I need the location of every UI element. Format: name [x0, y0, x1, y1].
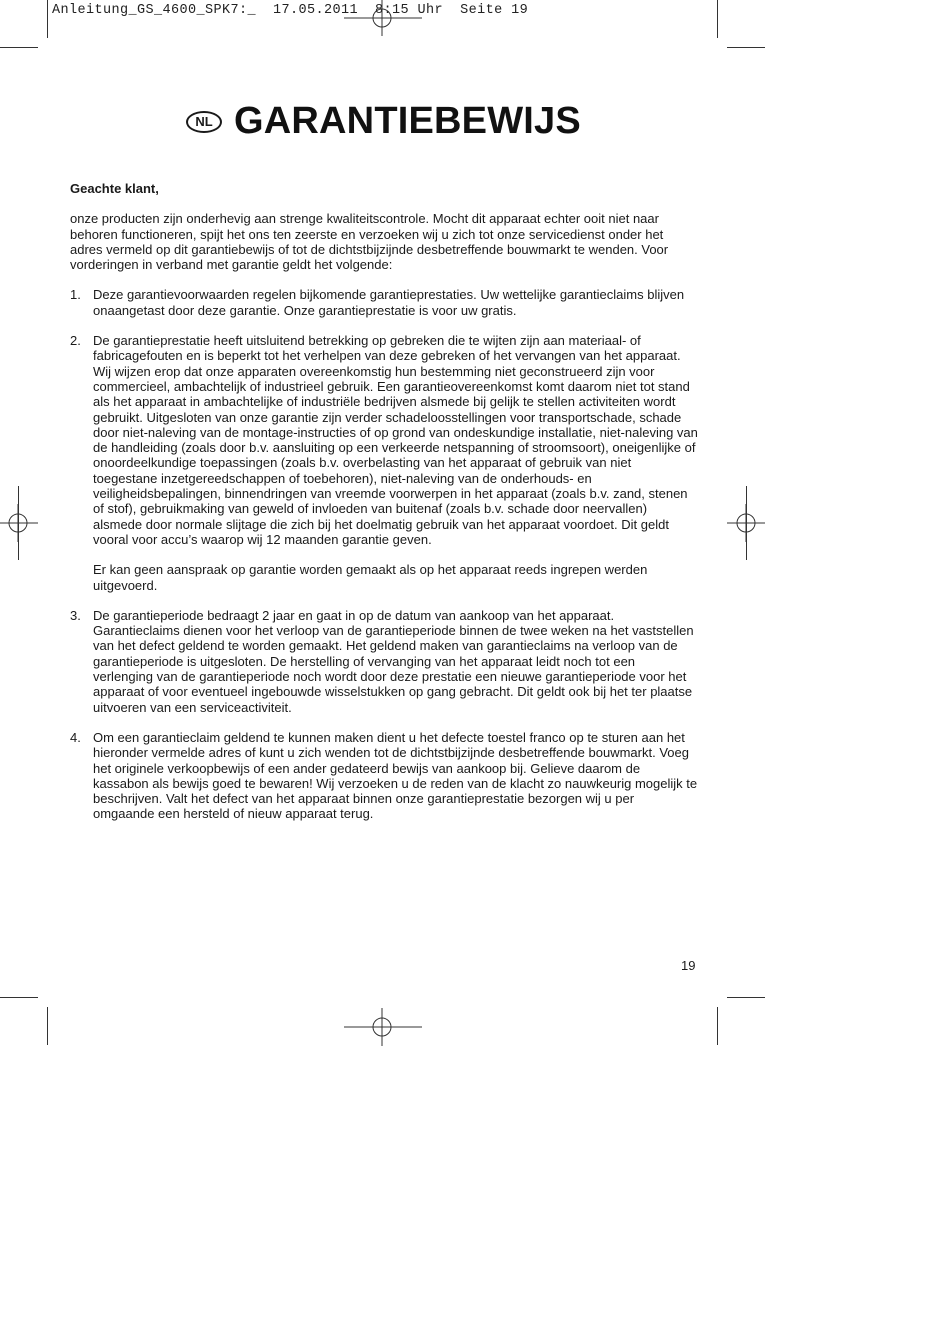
- crop-mark: [47, 0, 48, 38]
- list-item: [70, 287, 698, 318]
- print-slug: Anleitung_GS_4600_SPK7:_ 17.05.2011 8:15 Uhr Seite 19: [52, 3, 529, 18]
- list-item-body: [93, 730, 698, 822]
- crop-mark: [47, 1007, 48, 1045]
- list-item-number: 2.: [70, 333, 81, 349]
- crop-mark: [727, 47, 765, 48]
- list-item: [70, 730, 698, 822]
- page-number: 19: [681, 958, 696, 973]
- list-item-number: 4.: [70, 729, 81, 745]
- list-item-number: 3.: [70, 607, 81, 623]
- document-body: [70, 181, 698, 837]
- intro-paragraph: onze producten zijn onderhevig aan strenge kwaliteitscontrole. Mocht dit apparaat echter ooit niet naar behoren functioneren, spijt het ons ten zeerste en verzoeken wij u zich tot onze servicedienst onder het adres vermeld op dit garantiebewijs of tot de dichtstbijzijnde desbetreffende bouwmarkt te wenden. Voor vorderingen in verband met garantie geldt het volgende:: [70, 211, 669, 273]
- registration-mark-icon: [0, 504, 38, 542]
- page-title: GARANTIEBEWIJS: [234, 100, 581, 142]
- list-item: [70, 333, 698, 593]
- crop-mark: [727, 997, 765, 998]
- registration-mark-icon: [727, 504, 765, 542]
- title-row: [186, 100, 581, 143]
- list-item-body: [93, 333, 698, 593]
- list-item-body: [93, 608, 698, 715]
- registration-mark-icon: [344, 0, 422, 36]
- list-item-body: [93, 287, 698, 318]
- list-item: [70, 608, 698, 715]
- crop-mark: [717, 0, 718, 38]
- registration-mark-icon: [344, 1008, 422, 1046]
- list-item-paragraph: Er kan geen aanspraak op garantie worden gemaakt als op het apparaat reeds ingrepen werden uitgevoerd.: [93, 562, 648, 593]
- crop-mark: [0, 47, 38, 48]
- list-item-paragraph: De garantieprestatie heeft uitsluitend betrekking op gebreken die te wijten zijn aan materiaal- of fabricagefouten en is beperkt tot het verhelpen van deze gebreken of het vervangen van het apparaat. Wij wijzen erop dat onze apparaten overeenkomstig hun bestemming niet geconstrueerd zijn voor commercieel, ambachtelijk of industrieel gebruik. Een garantieovereenkomst komt daarom niet tot stand als het apparaat in ambachtelijke of industriële bedrijven alsmede bij gelijk te stellen activiteiten wordt gebruikt. Uitgesloten van onze garantie zijn verder schadeloosstellingen voor transportschade, schade door niet-naleving van de montage-instructies of op grond van ondeskundige installatie, niet-naleving van de handleiding (zoals door b.v. aansluiting op een verkeerde netspanning of stroomsoort), oneigenlijke of onoordeelkundige toepassingen (zoals b.v. overbelasting van het apparaat of gebruik van niet toegestane inzetgereedschappen of toebehoren), niet-naleving van de onderhouds- en veiligheidsbepalingen, binnendringen van vreemde voorwerpen in het apparaat (zoals b.v. zand, stenen of stof), gebruikmaking van geweld of invloeden van buitenaf (zoals b.v. schade door neervallen) alsmede door normale slijtage die zich bij het doelmatig gebruik van het apparaat voordoet. Dit geldt vooral voor accu’s waarop wij 12 maanden garantie geven.: [93, 333, 698, 547]
- list-item-number: 1.: [70, 287, 81, 303]
- crop-mark: [717, 1007, 718, 1045]
- list-item-paragraph: Om een garantieclaim geldend te kunnen maken dient u het defecte toestel franco op te sturen aan het hieronder vermelde adres of kunt u zich wenden tot de dichtstbijzijnde desbetreffende bouwmarkt. Voeg het originele verkoopbewijs of een ander gedateerd bewijs van aankoop bij. Gelieve daarom de kassabon als bewijs goed te bewaren! Wij verzoeken u de reden van de klacht zo nauwkeurig mogelijk te beschrijven. Valt het defect van het apparaat binnen onze garantieprestatie bezorgen wij u per omgaande een hersteld of nieuw apparaat terug.: [93, 729, 698, 822]
- language-badge: NL: [186, 111, 222, 133]
- salutation: Geachte klant,: [70, 181, 159, 196]
- list-item-paragraph: De garantieperiode bedraagt 2 jaar en gaat in op de datum van aankoop van het apparaat. Garantieclaims dienen voor het verloop van de garantieperiode binnen de twee weken na het vaststellen van het defect geldend te worden gemaakt. Het geldend maken van garantieclaims na verloop van de garantieperiode is uitgesloten. De herstelling of vervanging van het apparaat leidt noch tot een verlenging van de garantieperiode noch wordt door deze prestatie een nieuwe garantieperiode voor het apparaat of voor eventueel ingebouwde wisselstukken op gang gebracht. Dit geldt ook bij het ter plaatse uitvoeren van een serviceactiviteit.: [93, 607, 694, 715]
- list-item-paragraph: Deze garantievoorwaarden regelen bijkomende garantieprestaties. Uw wettelijke garantieclaims blijven onaangetast door deze garantie. Onze garantieprestatie is voor uw gratis.: [93, 287, 685, 318]
- crop-mark: [0, 997, 38, 998]
